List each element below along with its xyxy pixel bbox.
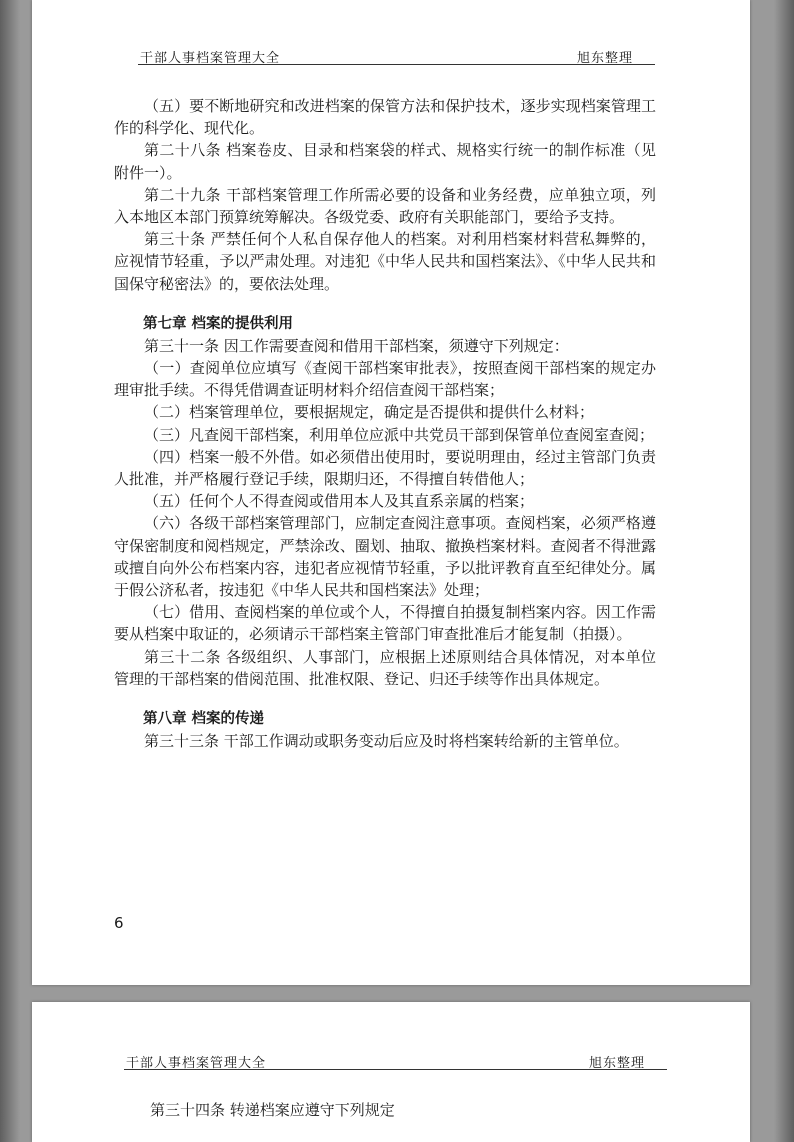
paragraph: 第三十一条 因工作需要查阅和借用干部档案，须遵守下列规定： [144, 336, 569, 355]
document-page [32, 1002, 750, 1142]
running-header [138, 44, 655, 65]
paragraph: 第二十九条 干部档案管理工作所需必要的设备和业务经费，应单独立项，列入本地区本部门预算统筹解决。各级党委、政府有关职能部门，要给予支持。 [114, 185, 656, 227]
header-title: 干部人事档案管理大全 [126, 1056, 267, 1071]
paragraph: 第三十三条 干部工作调动或职务变动后应及时将档案转给新的主管单位。 [144, 732, 629, 751]
paragraph: （四）档案一般不外借。如必须借出使用时，要说明理由，经过主管部门负责人批准，并严格履行登记手续，限期归还，不得擅自转借他人； [114, 447, 656, 489]
chapter-heading: 第八章 档案的传递 [143, 711, 265, 728]
paragraph: 第三十四条 转递档案应遵守下列规定 [150, 1101, 395, 1119]
paragraph: （一）查阅单位应填写《查阅干部档案审批表》，按照查阅干部档案的规定办理审批手续。不得凭借调查证明材料介绍信查阅干部档案； [114, 359, 656, 400]
paragraph: 第三十二条 各级组织、人事部门，应根据上述原则结合具体情况，对本单位管理的干部档案的借阅范围、批准权限、登记、归还手续等作出具体规定。 [114, 647, 656, 688]
running-header [124, 1049, 667, 1070]
header-compiler: 旭东整理 [588, 1056, 645, 1071]
paragraph: （六）各级干部档案管理部门，应制定查阅注意事项。查阅档案，必须严格遵守保密制度和阅档规定，严禁涂改、圈划、抽取、撤换档案材料。查阅者不得泄露或擅自向外公布档案内容，违犯者应视情节轻重，予以批评教育直至纪律处分。属于假公济私者，按违犯《中华人民共和国档案法》处理； [114, 514, 656, 600]
document-page [32, 0, 750, 985]
paragraph: （二）档案管理单位，要根据规定，确定是否提供和提供什么材料； [144, 403, 595, 422]
header-compiler: 旭东整理 [576, 51, 633, 66]
paragraph: （三）凡查阅干部档案，利用单位应派中共党员干部到保管单位查阅室查阅； [144, 425, 655, 444]
paragraph: 第二十八条 档案卷皮、目录和档案袋的样式、规格实行统一的制作标准（见附件一）。 [114, 141, 656, 182]
chapter-heading: 第七章 档案的提供利用 [143, 315, 294, 332]
header-title: 干部人事档案管理大全 [140, 51, 281, 66]
paragraph: （五）要不断地研究和改进档案的保管方法和保护技术，逐步实现档案管理工作的科学化、现代化。 [114, 97, 656, 138]
paragraph: （五）任何个人不得查阅或借用本人及其直系亲属的档案； [144, 492, 535, 511]
page-body [114, 95, 656, 752]
paragraph: （七）借用、查阅档案的单位或个人，不得擅自拍摄复制档案内容。因工作需要从档案中取证的，必须请示干部档案主管部门审查批准后才能复制（拍摄）。 [114, 603, 656, 644]
paragraph: 第三十条 严禁任何个人私自保存他人的档案。对利用档案材料营私舞弊的，应视情节轻重，予以严肃处理。对违犯《中华人民共和国档案法》、《中华人民共和国保守秘密法》的，要依法处理。 [114, 230, 656, 293]
page-number: 6 [114, 914, 124, 932]
